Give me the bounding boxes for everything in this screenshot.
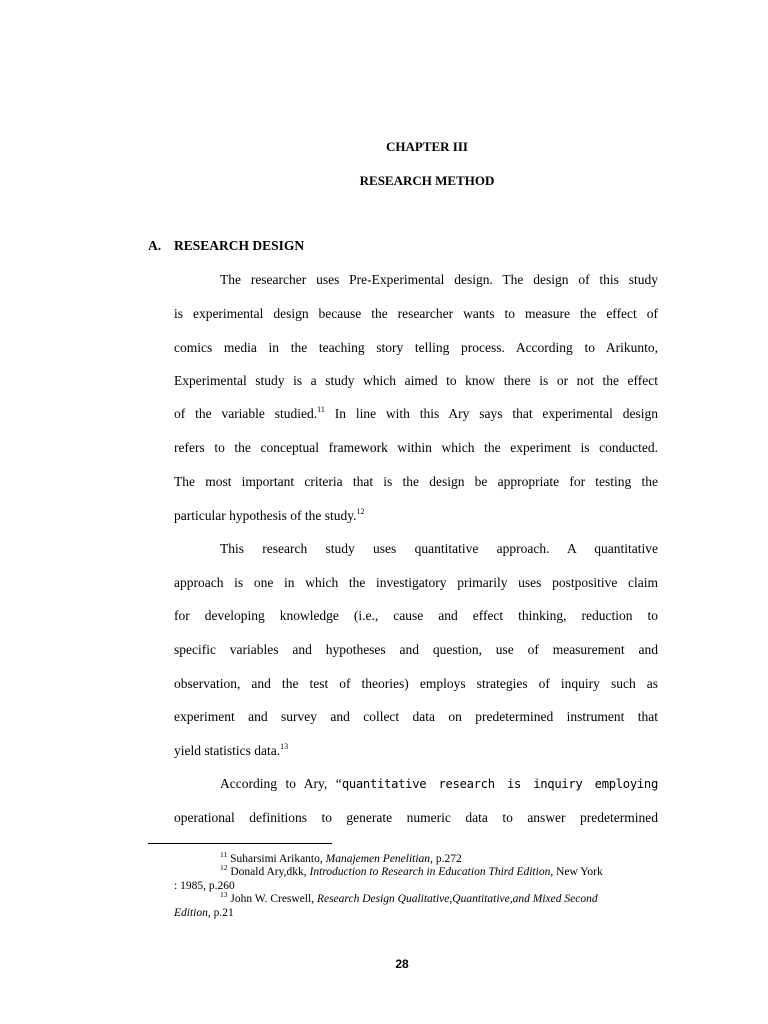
paragraph-line: comics media in the teaching story telling process. According to Arikunto, — [174, 340, 658, 355]
paragraph-line: approach is one in which the investigatory primarily uses postpositive claim — [174, 575, 658, 590]
line-text: According to Ary, “ — [220, 776, 342, 791]
paragraph-line — [174, 406, 658, 422]
footnote-number: 12 — [220, 863, 228, 872]
footnote-text: , p.272 — [430, 853, 462, 865]
paragraph-line: refers to the conceptual framework within which the experiment is conducted. — [174, 440, 658, 455]
paragraph-line — [174, 743, 658, 759]
footnote-text: p.21 — [210, 907, 234, 919]
section-heading — [148, 238, 304, 254]
footnote-continuation — [174, 906, 234, 920]
footnote-text: John W. Creswell, — [227, 893, 317, 905]
footnote-ref: 13 — [280, 742, 289, 751]
footnote-continuation: : 1985, p.260 — [174, 880, 235, 892]
paragraph-line: for developing knowledge (i.e., cause and effect thinking, reduction to — [174, 608, 658, 623]
line-text: of the variable studied. — [174, 406, 318, 421]
footnote-text: Suharsimi Arikanto, — [227, 853, 326, 865]
footnote-title: Introduction to Research in Education Third Edition — [309, 866, 551, 878]
line-text: In line with this Ary says that experimental design — [324, 406, 658, 421]
paragraph-line: The researcher uses Pre-Experimental design. The design of this study — [220, 272, 658, 287]
footnote — [220, 852, 462, 866]
quote-text: quantitative research is inquiry employing — [341, 777, 658, 791]
paragraph-line — [174, 508, 658, 524]
footnote — [220, 865, 603, 879]
footnote-title: Edition, — [174, 907, 211, 919]
section-title: RESEARCH DESIGN — [174, 238, 305, 253]
paragraph-line: This research study uses quantitative approach. A quantitative — [220, 541, 658, 556]
paragraph-line: is experimental design because the researcher wants to measure the effect of — [174, 306, 658, 321]
section-letter: A. — [148, 238, 162, 253]
line-text: particular hypothesis of the study. — [174, 508, 357, 523]
footnote — [220, 892, 598, 906]
paragraph-line: specific variables and hypotheses and question, use of measurement and — [174, 642, 658, 657]
line-text: yield statistics data. — [174, 743, 281, 758]
footnote-number: 13 — [220, 890, 228, 899]
footnote-text: , New York — [550, 866, 603, 878]
footnote-title: Research Design Qualitative,Quantitative,and Mixed Second — [316, 893, 598, 905]
paragraph-line — [220, 776, 658, 792]
chapter-title: RESEARCH METHOD — [359, 173, 495, 188]
footnote-text: Donald Ary,dkk, — [227, 866, 310, 878]
paragraph-line: experiment and survey and collect data on predetermined instrument that — [174, 709, 658, 724]
paragraph-line: observation, and the test of theories) employs strategies of inquiry such as — [174, 676, 658, 691]
chapter-number: CHAPTER III — [386, 139, 468, 154]
paragraph-line: The most important criteria that is the design be appropriate for testing the — [174, 474, 658, 489]
paragraph-line: operational definitions to generate numeric data to answer predetermined — [174, 810, 658, 825]
footnote-ref: 11 — [317, 405, 325, 414]
page-number: 28 — [395, 957, 409, 971]
footnote-ref: 12 — [356, 507, 365, 516]
footnote-number: 11 — [220, 850, 228, 859]
footnote-separator — [148, 843, 332, 844]
footnote-title: Manajemen Penelitian — [325, 853, 431, 865]
paragraph-line: Experimental study is a study which aimed to know there is or not the effect — [174, 373, 658, 388]
